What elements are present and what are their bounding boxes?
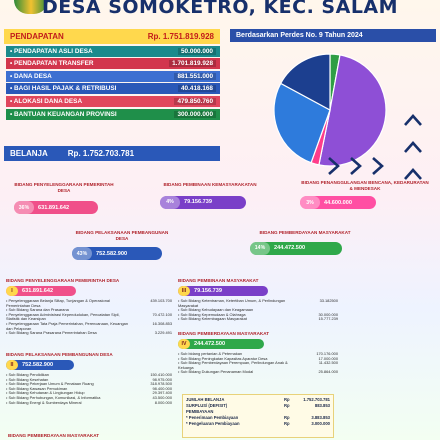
bidang-card-bencana [300,180,430,209]
detail-number: I [6,286,18,296]
detail-pembangunan [6,352,172,405]
detail-title: BIDANG PELAKSANAAN PEMBANGUNAN DESA [6,352,113,357]
detail-items [6,299,172,336]
summary-label: SURPLUS/ (DEFISIT) [186,403,228,408]
detail-items [178,299,338,322]
pendapatan-row-label: • PENDAPATAN ASLI DESA [10,48,93,55]
bidang-card-title: BIDANG PELAKSANAAN PEMBANGUNAN DESA [75,230,169,241]
belanja-header [4,146,220,161]
detail-item-label: • Sub Bidang Pemberdayaan Perempuan, Perlindungan Anak & Keluarga [178,360,288,370]
detail-pemberdayaan [178,331,338,375]
detail-item-label: • Sub Bidang Kepemudaan & Olahraga [178,311,246,317]
chevron-up-icon [402,137,424,159]
detail-pill [178,339,264,349]
bidang-card-value: 631.891.642 [38,204,70,211]
detail-pemerintah [6,278,172,336]
summary-row [186,421,330,427]
detail-value: 631.891.642 [22,288,54,294]
summary-currency: Rp [284,403,290,408]
detail-item-amount: 30.000.000 [318,311,338,317]
pendapatan-row-value: 40.418.168 [178,85,216,92]
pendapatan-row-value: 1.701.819.928 [169,60,216,67]
chevron-right-icon [366,155,388,177]
detail-item [178,370,338,375]
detail-number: IV [178,339,190,349]
pendapatan-row-label: • DANA DESA [10,73,52,80]
detail-item-label: • Sub bidang pertanian & Peternakan [178,351,243,356]
pendapatan-row-label: • BANTUAN KEUANGAN PROVINSI [10,111,117,118]
pendapatan-total: Rp. 1.751.819.928 [147,32,214,41]
detail-item-label: • Sub Bidang Pekerjaan Umum & Penataan Ruang [6,381,94,387]
bidang-card-pemberdayaan [250,230,360,255]
bidang-card-percent: 36% [14,201,34,214]
chevron-right-icon [322,155,344,177]
detail-item-amount: 170.176.000 [316,351,338,356]
detail-item-amount: 8.000.000 [154,399,172,405]
detail-item-amount: 43.500.000 [152,394,172,400]
detail-item-amount: 439.103.700 [150,298,172,303]
detail-items [6,373,172,405]
perdes-banner: Berdasarkan Perdes No. 9 Tahun 2024 [230,29,436,42]
detail-items [178,352,338,375]
detail-item-label: • Sub Bidang Perhubungan, Komunikasi, & Informatika [6,394,101,400]
pendapatan-row [6,96,220,107]
bidang-card-pembinaan [160,182,260,209]
detail-item [178,317,338,322]
bidang-card-value: 244.472.500 [274,245,306,251]
detail-item-label: • Sub Bidang Kawasan Pemukiman [6,385,68,391]
detail-item-label: • Sub Bidang Sarana Prasarana Pemerintahan Desa [6,330,97,336]
detail-title: BIDANG PEMBERDAYAAN MASYARAKAT [178,331,270,336]
detail-item-label: • Sub Bidang Pendidikan [6,372,49,377]
bidang-card-pill [160,196,246,209]
summary-currency: Rp [284,397,290,402]
pendapatan-row-value: 479.850.760 [174,98,216,105]
detail-item-label: • Sub Bidang Kesehatan [6,376,49,382]
pendapatan-label: PENDAPATAN [10,32,64,41]
detail-pembinaan [178,278,338,322]
bidang-card-pemerintah [14,182,114,214]
detail-item-amount: 70.472.100 [152,311,172,317]
bidang-card-pill [300,196,376,209]
detail-item-label: • Sub Bidang Peningkatan Kapasitas Aparatur Desa [178,355,268,361]
detail-item [6,331,172,336]
pendapatan-row-value: 300.000.000 [174,111,216,118]
summary-amount: 1.752.703.781 [303,397,330,402]
bidang-card-title: BIDANG PEMBERDAYAAN MASYARAKAT [259,230,351,235]
bidang-card-percent: 3% [300,196,320,209]
detail-value: 79.156.739 [194,288,222,294]
chevron-stack [402,110,440,191]
summary-label: * Pengeluaran Pembiayaan [186,421,240,426]
detail-pemberdayaan-footer-title: BIDANG PEMBERDAYAAN MASYARAKAT [8,433,100,438]
summary-label: PEMBIAYAAN [186,409,214,414]
detail-item-label: • Penyelenggaraan Administrasi Kependudukan, Pencatatan Sipil, Statistik dan Kearsipan [6,311,120,322]
pendapatan-row [6,71,220,82]
detail-title: BIDANG PEMBINAAN MASYARAKAT [178,278,259,283]
pendapatan-row-label: • ALOKASI DANA DESA [10,98,83,105]
detail-pill [178,286,268,296]
bidang-card-value: 44.600.000 [324,199,352,206]
summary-label: * Penerimaan Pembiayaan [186,415,239,420]
pendapatan-header [4,29,220,44]
detail-item-amount: 33.182500 [319,298,338,303]
bidang-card-pill [72,247,162,260]
detail-value: 244.472.500 [194,341,226,347]
pendapatan-row [6,58,220,69]
page-title: DESA SOMOKETRO, KEC. SALAM [41,0,399,18]
detail-pill [6,286,76,296]
bidang-card-percent: 4% [160,196,180,209]
pendapatan-row-value: 50.000.000 [178,48,216,55]
detail-title: BIDANG PENYELENGGARAAN PEMERINTAH DESA [6,278,120,283]
detail-number: III [178,286,190,296]
bidang-card-pembangunan [72,230,172,260]
summary-label: JUMLAH BELANJA [186,397,225,402]
detail-item-label: • Sub Bidang Kelembagaan Masyarakat [178,316,247,322]
chevron-right-icon [344,155,366,177]
pendapatan-row-label: • BAGI HASIL PAJAK & RETRIBUSI [10,85,117,92]
detail-item-amount: 16.308.853 [152,320,172,326]
summary-currency: Rp [284,421,290,426]
detail-item-label: • Sub Bidang Ketentraman, Ketertiban Umum, & Perlindungan Masyarakat [178,298,286,308]
detail-item-amount: 318.978.500 [150,381,172,387]
pendapatan-row-label: • PENDAPATAN TRANSFER [10,60,94,67]
bidang-card-percent: 43% [72,247,92,260]
detail-pill [6,360,74,370]
pendapatan-row-value: 881.551.000 [174,73,216,80]
detail-item-label: • Sub Bidang Kehutanan & Lingkungan Hidup [6,390,85,396]
chevron-row [322,155,388,177]
detail-item-label: • Sub Bidang Kebudayaan dan Keagamaan [178,307,254,313]
summary-box [182,394,334,438]
bidang-card-title: BIDANG PENANGGULANGAN BENCANA, KEDARURATAN & MENDESAK [301,180,429,191]
bidang-card-title: BIDANG PENYELENGGARAAN PEMERINTAH DESA [14,182,114,193]
detail-item-amount: 15.777.239 [318,316,338,322]
summary-currency: Rp [284,415,290,420]
detail-item-amount: 11.432.500 [318,360,338,366]
detail-item-amount: 150.410.000 [150,372,172,377]
detail-item-amount: 29.397.400 [152,390,172,396]
detail-item-amount: 98.975.000 [152,376,172,382]
bidang-card-title: BIDANG PEMBINAAN KEMASYARAKATAN [163,182,257,187]
detail-item [6,401,172,406]
detail-item-amount: 25.864.000 [318,369,338,375]
pendapatan-pie-chart [268,48,392,172]
detail-item-label: • Sub Bidang Energi & Sumberdaya Mineral [6,399,82,405]
detail-number: II [6,360,18,370]
detail-item-label: • Sub Bidang Sarana dan Prasarana [6,307,69,313]
bidang-card-pill [14,201,98,214]
detail-item-amount: 17.000.000 [318,355,338,361]
belanja-label: BELANJA [10,149,48,158]
chevron-up-icon [402,110,424,132]
bidang-card-value: 752.582.900 [96,250,128,257]
pendapatan-row [6,83,220,94]
summary-amount: 3.000.000 [311,421,330,426]
detail-item-amount: 98.400.000 [152,385,172,391]
detail-value: 752.582.900 [22,362,54,368]
detail-item-label: • Penyelenggaraan Belanja Siltap, Tunjangan & Operasional Pemerintahan Desa [6,298,110,308]
pendapatan-row [6,46,220,57]
pendapatan-row [6,109,220,120]
belanja-total: Rp. 1.752.703.781 [67,149,135,158]
bidang-card-value: 79.156.739 [184,199,212,205]
summary-amount: 883.853 [314,403,330,408]
detail-item-amount: 3.229.491 [154,330,172,336]
bidang-card-pill [250,242,342,255]
summary-amount: 3.883.853 [311,415,330,420]
bidang-card-percent: 14% [250,242,270,255]
detail-item-label: • Penyelenggaraan Tata Praja Pemerintahan, Perencanaan, Keuangan dan Pelaporan [6,320,128,331]
detail-item-label: • Sub Bidang Dukungan Penanaman Modal [178,369,254,375]
